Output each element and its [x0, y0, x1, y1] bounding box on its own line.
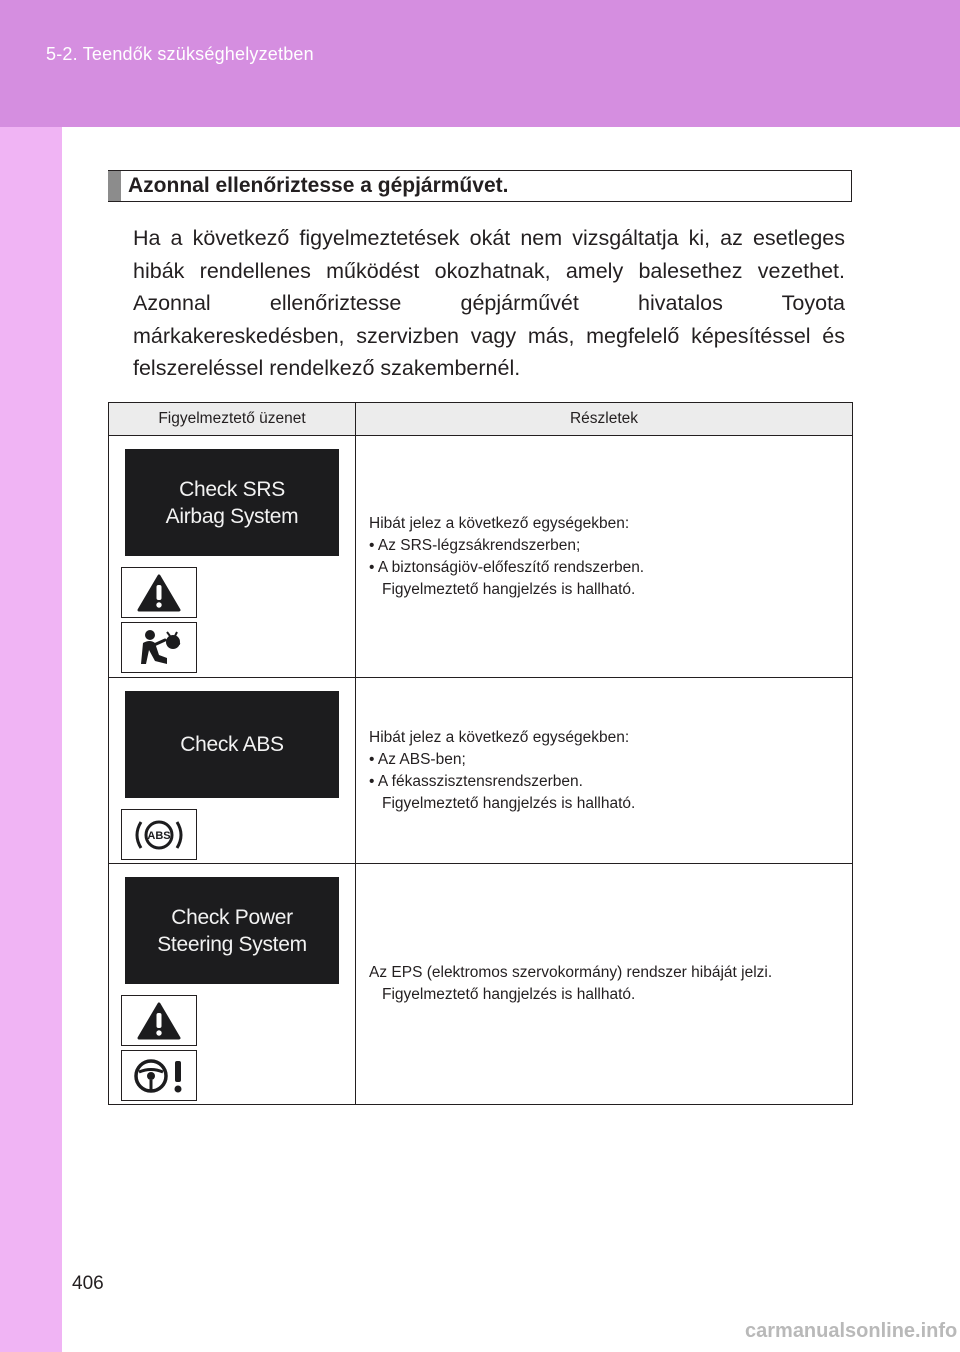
details-cell — [356, 436, 853, 678]
chapter-title: 5-2. Teendők szükséghelyzetben — [46, 44, 314, 64]
section-heading-text: Azonnal ellenőriztesse a gépjárművet. — [128, 174, 509, 197]
intro-paragraph: Ha a következő figyelmeztetések okát nem vizsgáltatja ki, az esetleges hibák rendellenes működést okozhatnak, amely balesethez vezethet. Azonnal ellenőriztesse gépjárművét hivatalos Toyota márkakereskedésben, szervizben vagy más, megfelelő képesítéssel és felszereléssel rendelkező szakembernél. — [133, 226, 845, 381]
details-bullet: • Az ABS-ben; — [369, 750, 466, 768]
details-note: Figyelmeztető hangjelzés is hallható. — [382, 794, 636, 812]
display-line: Check Power — [171, 905, 293, 929]
header-details: Részletek — [356, 403, 853, 436]
table-header-row — [109, 403, 853, 436]
display-check-power-steering — [125, 877, 339, 984]
warning-triangle-icon — [121, 995, 197, 1046]
details-note: Figyelmeztető hangjelzés is hallható. — [382, 986, 636, 1003]
heading-bar — [108, 171, 121, 201]
table-row — [109, 436, 853, 678]
details-lead: Az EPS (elektromos szervokormány) rendszer hibáját jelzi. — [369, 964, 773, 981]
details-bullet: • Az SRS-légzsákrendszerben; — [369, 536, 581, 554]
section-heading — [108, 170, 852, 202]
details-lead: Hibát jelez a következő egységekben: — [369, 728, 630, 746]
abs-icon — [121, 809, 197, 860]
display-line: Steering System — [157, 932, 307, 956]
warning-triangle-icon — [121, 567, 197, 618]
warning-message-cell — [109, 864, 356, 1105]
warning-message-cell — [109, 436, 356, 678]
display-check-srs — [125, 449, 339, 556]
details-cell — [356, 864, 853, 1105]
details-cell — [356, 678, 853, 864]
table-row — [109, 864, 853, 1105]
page-number: 406 — [72, 1273, 104, 1294]
footer-watermark: carmanualsonline.info — [745, 1320, 958, 1342]
header-warning-message: Figyelmeztető üzenet — [109, 403, 356, 436]
abs-icon-label: ABS — [147, 829, 171, 842]
details-note: Figyelmeztető hangjelzés is hallható. — [382, 580, 636, 598]
side-band — [0, 127, 62, 1352]
display-check-abs — [125, 691, 339, 798]
warning-table — [108, 402, 853, 1105]
table-row — [109, 678, 853, 864]
details-bullet: • A biztonságiöv-előfeszítő rendszerben. — [369, 558, 645, 576]
details-lead: Hibát jelez a következő egységekben: — [369, 514, 630, 532]
display-line: Airbag System — [165, 504, 299, 528]
display-line: Check ABS — [180, 733, 284, 756]
power-steering-icon — [121, 1050, 197, 1101]
details-bullet: • A fékasszisztensrendszerben. — [369, 772, 583, 790]
airbag-icon — [121, 622, 197, 673]
warning-message-cell — [109, 678, 356, 864]
display-line: Check SRS — [179, 477, 285, 501]
